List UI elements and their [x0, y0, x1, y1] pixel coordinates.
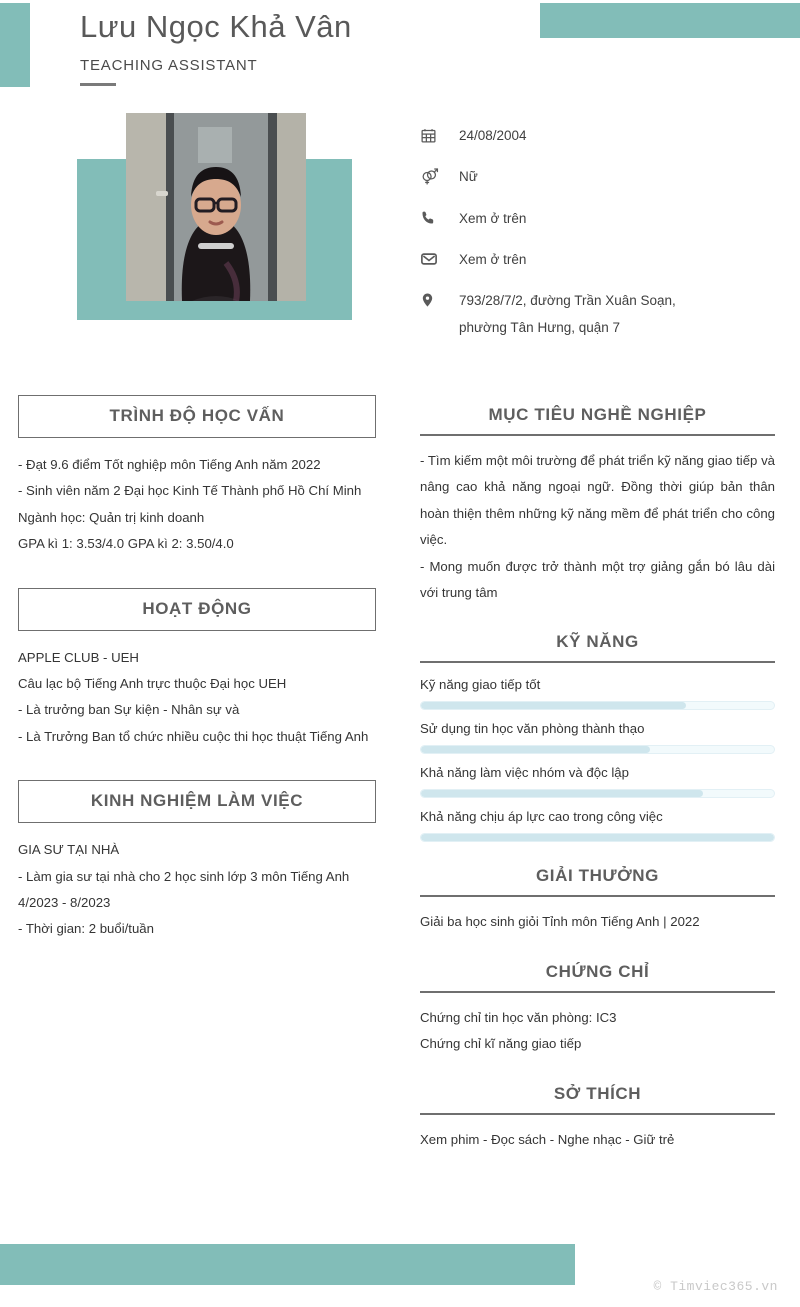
section-heading-skills: KỸ NĂNG: [420, 632, 775, 663]
section-heading-education: TRÌNH ĐỘ HỌC VẤN: [18, 395, 376, 438]
decor-block-top-left: [0, 3, 30, 87]
education-line: - Sinh viên năm 2 Đại học Kinh Tế Thành phố Hồ Chí Minh: [18, 483, 362, 499]
section-heading-experience: KINH NGHIỆM LÀM VIỆC: [18, 780, 376, 823]
education-body: [18, 452, 376, 558]
objective-body: [420, 448, 775, 606]
section-heading-certificates: CHỨNG CHỈ: [420, 962, 775, 993]
experience-line: 4/2023 - 8/2023: [18, 895, 111, 911]
interests-body: [420, 1127, 775, 1153]
email-icon: [420, 250, 442, 268]
location-icon: [420, 291, 442, 309]
section-heading-objective: MỤC TIÊU NGHỀ NGHIỆP: [420, 405, 775, 436]
skill-progress-track: [420, 789, 775, 798]
skill-progress-track: [420, 833, 775, 842]
section-heading-awards: GIẢI THƯỞNG: [420, 866, 775, 897]
experience-line: - Thời gian: 2 buổi/tuần: [18, 921, 154, 937]
contact-row-birthdate: [420, 126, 790, 149]
gender-value: Nữ: [459, 169, 478, 185]
skill-item: [420, 721, 775, 754]
experience-line: - Làm gia sư tại nhà cho 2 học sinh lớp 3 môn Tiếng Anh: [18, 868, 350, 884]
phone-value: Xem ở trên: [459, 210, 527, 226]
interest-line: Xem phim - Đọc sách - Nghe nhạc - Giữ trẻ: [420, 1131, 675, 1147]
certificate-line: Chứng chỉ tin học văn phòng: IC3: [420, 1009, 617, 1025]
decor-block-top-right: [540, 3, 800, 38]
candidate-photo: [126, 113, 306, 301]
objective-paragraph: - Mong muốn được trở thành một trợ giảng gắn bó lâu dài với trung tâm: [420, 558, 775, 601]
education-line: - Đạt 9.6 điểm Tốt nghiệp môn Tiếng Anh năm 2022: [18, 457, 321, 472]
address-line-2: phường Tân Hưng, quận 7: [459, 319, 621, 335]
job-title: TEACHING ASSISTANT: [80, 56, 258, 74]
footer-credit: © Timviec365.vn: [653, 1279, 778, 1294]
phone-icon: [420, 209, 442, 227]
contact-row-gender: [420, 167, 790, 190]
education-line: GPA kì 1: 3.53/4.0 GPA kì 2: 3.50/4.0: [18, 536, 234, 552]
activities-body: [18, 645, 376, 751]
contact-row-email: [420, 250, 790, 273]
activities-line: - Là Trưởng Ban tổ chức nhiều cuộc thi học thuật Tiếng Anh: [18, 728, 369, 744]
activities-line: APPLE CLUB - UEH: [18, 649, 139, 665]
left-column: [18, 395, 376, 973]
skill-progress-fill: [421, 790, 703, 797]
skills-list: [420, 677, 775, 842]
decor-block-bottom-left: [0, 1244, 575, 1285]
education-line: Ngành học: Quản trị kinh doanh: [18, 509, 205, 525]
contact-row-address: [420, 291, 790, 341]
gender-icon: [420, 167, 442, 185]
address-value: [459, 288, 676, 341]
title-underline: [80, 83, 116, 86]
contact-row-phone: [420, 209, 790, 232]
section-heading-activities: HOẠT ĐỘNG: [18, 588, 376, 631]
skill-progress-track: [420, 701, 775, 710]
activities-line: - Là trưởng ban Sự kiện - Nhân sự và: [18, 702, 240, 718]
skill-progress-fill: [421, 834, 774, 841]
experience-line: GIA SƯ TẠI NHÀ: [18, 842, 120, 858]
section-heading-interests: SỞ THÍCH: [420, 1084, 775, 1115]
candidate-name: Lưu Ngọc Khả Vân: [80, 9, 352, 44]
skill-progress-fill: [421, 702, 686, 709]
birthdate-value: 24/08/2004: [459, 128, 527, 143]
email-value: Xem ở trên: [459, 251, 527, 267]
certificate-line: Chứng chỉ kĩ năng giao tiếp: [420, 1036, 582, 1052]
cv-header: [80, 8, 530, 86]
skill-progress-track: [420, 745, 775, 754]
skill-label: Khả năng chịu áp lực cao trong công việc: [420, 809, 663, 825]
calendar-icon: [420, 126, 442, 144]
skill-label: Kỹ năng giao tiếp tốt: [420, 677, 541, 693]
skill-progress-fill: [421, 746, 650, 753]
award-line: Giải ba học sinh giỏi Tỉnh môn Tiếng Anh | 2022: [420, 914, 700, 930]
address-line-1: 793/28/7/2, đường Trần Xuân Soạn,: [459, 293, 676, 309]
right-column: [420, 405, 775, 1179]
activities-line: Câu lạc bộ Tiếng Anh trực thuộc Đại học UEH: [18, 676, 287, 692]
experience-body: [18, 837, 376, 943]
skill-label: Sử dụng tin học văn phòng thành thạo: [420, 721, 645, 737]
skill-label: Khả năng làm việc nhóm và độc lập: [420, 765, 629, 781]
skill-item: [420, 677, 775, 710]
contact-list: [420, 126, 790, 359]
skill-item: [420, 809, 775, 842]
skill-item: [420, 765, 775, 798]
awards-body: [420, 909, 775, 935]
certificates-body: [420, 1005, 775, 1058]
objective-paragraph: - Tìm kiếm một môi trường để phát triển kỹ năng giao tiếp và nâng cao khả năng ngoại ngữ. Đồng thời giúp bản thân hoàn thiện thêm những kỹ năng mềm để phát triển cho công việc.: [420, 453, 775, 548]
